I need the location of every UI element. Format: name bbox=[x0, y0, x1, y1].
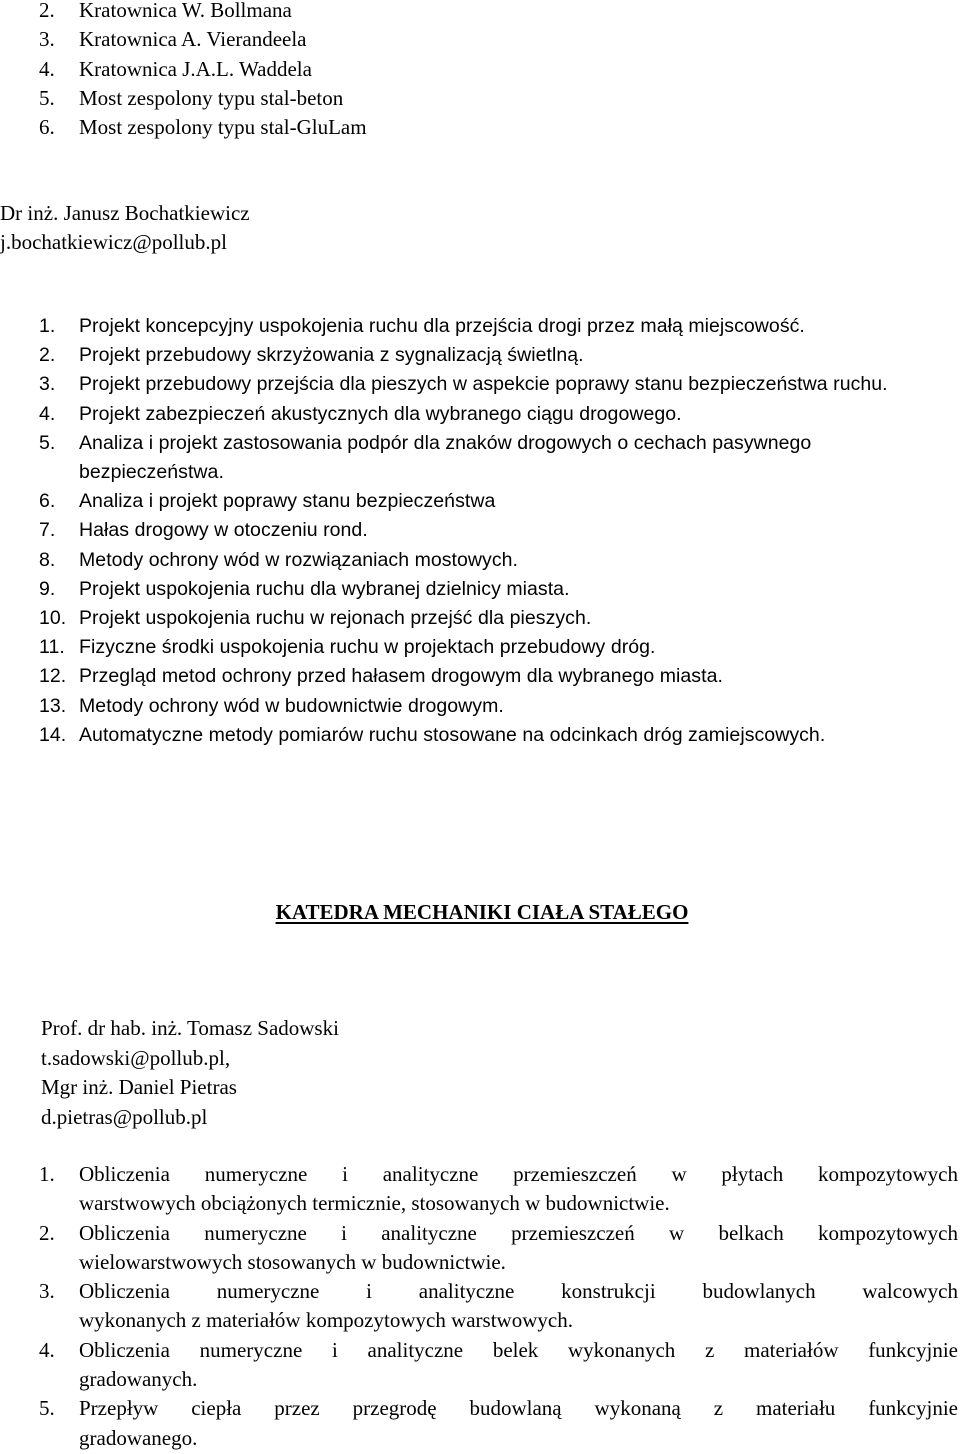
list-item: 11. Fizyczne środki uspokojenia ruchu w projektach przebudowy dróg. bbox=[39, 636, 656, 659]
mechanics-topic-list bbox=[0, 1160, 960, 1453]
list-item: 6. Analiza i projekt poprawy stanu bezpieczeństwa bbox=[39, 490, 496, 513]
list-item: 9. Projekt uspokojenia ruchu dla wybranej dzielnicy miasta. bbox=[39, 577, 570, 600]
list-item: 6. Most zespolony typu stal-GluLam bbox=[39, 115, 367, 140]
supervisor-email[interactable]: j.bochatkiewicz@pollub.pl bbox=[0, 229, 227, 254]
list-item: 4. Obliczenia numeryczne i analityczne belek wykonanych z materiałów funkcyjnie gradowanych. bbox=[39, 1337, 958, 1392]
professor-name: Prof. dr hab. inż. Tomasz Sadowski bbox=[41, 1016, 339, 1040]
bridge-topic-list bbox=[0, 0, 367, 142]
list-item: 5. Most zespolony typu stal-beton bbox=[39, 85, 344, 110]
supervisor-contact bbox=[0, 199, 250, 257]
list-item: 8. Metody ochrony wód w rozwiązaniach mostowych. bbox=[39, 548, 519, 571]
department-contacts bbox=[41, 1014, 339, 1132]
list-item: 4. Projekt zabezpieczeń akustycznych dla wybranego ciągu drogowego. bbox=[39, 402, 682, 425]
list-item: 2. Kratownica W. Bollmana bbox=[39, 0, 292, 22]
road-topic-list bbox=[0, 312, 960, 750]
supervisor-name: Dr inż. Janusz Bochatkiewicz bbox=[0, 201, 250, 225]
department-heading: KATEDRA MECHANIKI CIAŁA STAŁEGO bbox=[275, 900, 689, 924]
list-item: 1. Obliczenia numeryczne i analityczne przemieszczeń w płytach kompozytowych warstwowych obciążonych termicznie, stosowanych w budownictwie. bbox=[39, 1162, 958, 1216]
list-item: 7. Hałas drogowy w otoczeniu rond. bbox=[39, 519, 368, 542]
list-item: 4. Kratownica J.A.L. Waddela bbox=[39, 56, 312, 81]
list-item: 5. Przepływ ciepła przez przegrodę budowlaną wykonaną z materiału funkcyjnie gradowanego. bbox=[39, 1396, 958, 1450]
list-item: 3. Obliczenia numeryczne i analityczne konstrukcji budowlanych walcowych wykonanych z materiałów kompozytowych warstwowych. bbox=[39, 1279, 958, 1333]
list-item: 1. Projekt koncepcyjny uspokojenia ruchu dla przejścia drogi przez małą miejscowość. bbox=[39, 315, 805, 337]
list-item: 12. Przegląd metod ochrony przed hałasem drogowym dla wybranego miasta. bbox=[39, 665, 723, 688]
list-item: 13. Metody ochrony wód w budownictwie drogowym. bbox=[39, 694, 504, 717]
assistant-email[interactable]: d.pietras@pollub.pl bbox=[41, 1104, 208, 1129]
list-item: 2. Obliczenia numeryczne i analityczne przemieszczeń w belkach kompozytowych wielowarstwowych stosowanych w budownictwie. bbox=[39, 1220, 958, 1274]
professor-email[interactable]: t.sadowski@pollub.pl, bbox=[41, 1045, 231, 1070]
list-item: 10. Projekt uspokojenia ruchu w rejonach przejść dla pieszych. bbox=[39, 607, 592, 630]
assistant-name: Mgr inż. Daniel Pietras bbox=[41, 1075, 237, 1099]
list-item: 3. Kratownica A. Vierandeela bbox=[39, 27, 307, 52]
list-item: 5. Analiza i projekt zastosowania podpór dla znaków drogowych o cechach pasywnego bezpieczeństwa. bbox=[39, 431, 812, 484]
list-item: 2. Projekt przebudowy skrzyżowania z sygnalizacją świetlną. bbox=[39, 344, 584, 367]
list-item: 3. Projekt przebudowy przejścia dla pieszych w aspekcie poprawy stanu bezpieczeństwa ruchu. bbox=[39, 373, 888, 396]
list-item: 14. Automatyczne metody pomiarów ruchu stosowane na odcinkach dróg zamiejscowych. bbox=[39, 723, 826, 746]
